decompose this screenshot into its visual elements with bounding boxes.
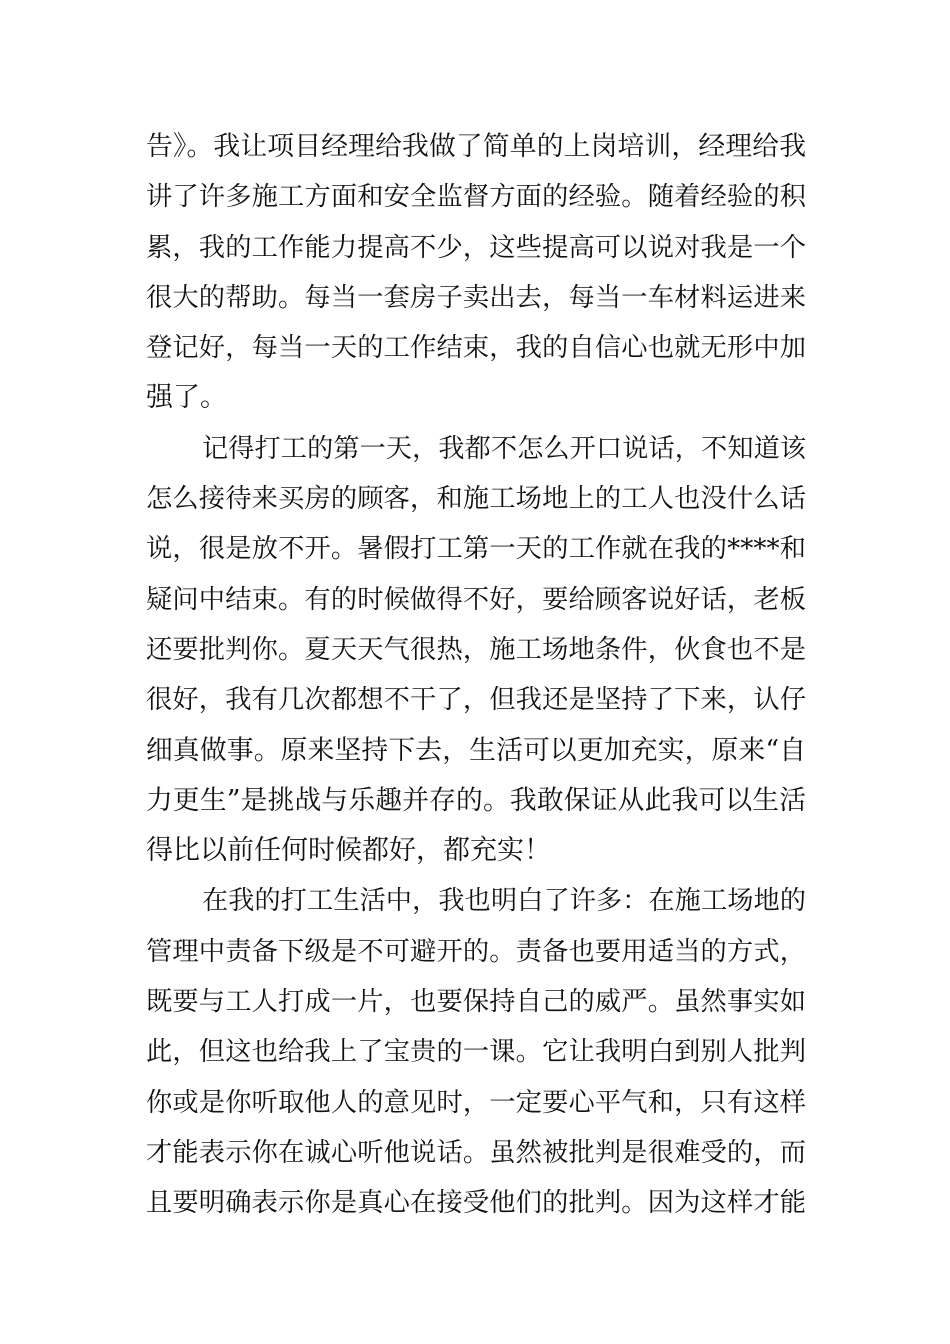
text-line: 且要明确表示你是真心在接受他们的批判。因为这样才能: [146, 1188, 806, 1219]
text-line: 管理中责备下级是不可避开的。责备也要用适当的方式，: [146, 936, 806, 967]
text-line: 告》。我让项目经理给我做了简单的上岗培训，经理给我: [146, 131, 806, 162]
text-line: 细真做事。原来坚持下去，生活可以更加充实，原来“自: [146, 734, 806, 766]
text-line: 很好，我有几次都想不干了，但我还是坚持了下来，认仔: [146, 685, 806, 716]
text-line: 说，很是放不开。暑假打工第一天的工作就在我的****和: [146, 534, 806, 565]
body-text: [146, 122, 806, 1229]
text-line: 力更生”是挑战与乐趣并存的。我敢保证从此我可以生活: [146, 784, 806, 816]
text-line: 得比以前任何时候都好，都充实！: [146, 835, 551, 867]
text-line: 怎么接待来买房的顾客，和施工场地上的工人也没什么话: [146, 484, 806, 515]
text-line: 很大的帮助。每当一套房子卖出去，每当一车材料运进来: [146, 282, 806, 313]
text-line: 既要与工人打成一片，也要保持自己的威严。虽然事实如: [146, 987, 806, 1018]
text-line: 强了。: [146, 382, 227, 414]
text-line: 你或是你听取他人的意见时，一定要心平气和，只有这样: [146, 1087, 806, 1118]
paragraph-first-line: 在我的打工生活中，我也明白了许多：在施工场地的: [202, 886, 806, 917]
text-line: 累，我的工作能力提高不少，这些提高可以说对我是一个: [146, 232, 806, 263]
paragraph-first-line: 记得打工的第一天，我都不怎么开口说话，不知道该: [202, 433, 806, 464]
text-line: 疑问中结束。有的时候做得不好，要给顾客说好话，老板: [146, 584, 806, 615]
text-line: 此，但这也给我上了宝贵的一课。它让我明白到别人批判: [146, 1037, 806, 1068]
text-line: 还要批判你。夏天天气很热，施工场地条件，伙食也不是: [146, 634, 806, 665]
text-line: 讲了许多施工方面和安全监督方面的经验。随着经验的积: [146, 182, 806, 213]
text-line: 才能表示你在诚心听他说话。虽然被批判是很难受的，而: [146, 1137, 806, 1168]
text-line: 登记好，每当一天的工作结束，我的自信心也就无形中加: [146, 333, 806, 364]
